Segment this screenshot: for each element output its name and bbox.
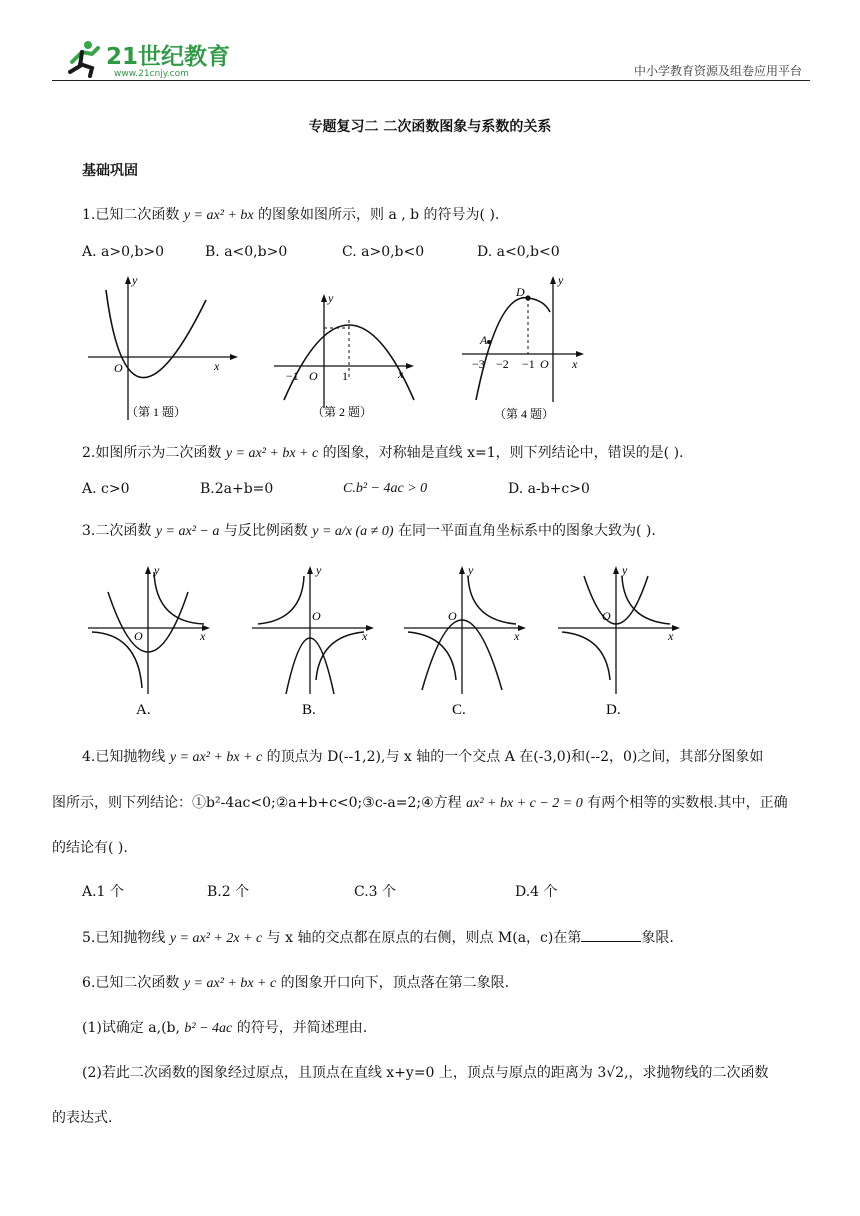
figure-1	[80, 270, 240, 430]
question-6: 6.已知二次函数 y = ax² + bx + c 的图象开口向下，顶点落在第二象限.	[82, 975, 510, 991]
svg-text:x: x	[200, 629, 206, 643]
q2-option-c: C.b² − 4ac > 0	[343, 481, 428, 496]
answer-blank[interactable]	[581, 929, 641, 942]
svg-text:−1: −1	[522, 357, 535, 371]
svg-text:O: O	[540, 357, 549, 371]
header-divider	[52, 80, 810, 81]
svg-text:1: 1	[342, 369, 348, 383]
q1-option-c: C. a>0,b<0	[342, 244, 425, 260]
svg-text:C.: C.	[452, 702, 466, 718]
question-4-line-1: 4.已知抛物线 y = ax² + bx + c 的顶点为 D(--1,2),与 x 轴的一个交点 A 在(-3,0)和(--2，0)之间，其部分图象如	[82, 749, 764, 765]
svg-text:y: y	[154, 563, 160, 577]
svg-text:B.: B.	[302, 702, 316, 718]
svg-text:y: y	[132, 273, 138, 287]
question-1: 1.已知二次函数 y = ax² + bx 的图象如图所示，则 a , b 的符号为( ).	[82, 207, 500, 223]
q2-option-b: B.2a+b=0	[200, 481, 274, 497]
svg-text:x: x	[398, 367, 404, 381]
question-3: 3.二次函数 y = ax² − a 与反比例函数 y = a/x (a ≠ 0) 在同一平面直角坐标系中的图象大致为( ).	[82, 523, 656, 539]
q4-option-b: B.2 个	[207, 884, 250, 900]
svg-text:D.: D.	[606, 702, 621, 718]
page-title: 专题复习二 二次函数图象与系数的关系	[308, 119, 552, 135]
svg-text:x: x	[514, 629, 520, 643]
q3-graph-b	[250, 562, 380, 722]
q1-option-d: D. a<0,b<0	[477, 244, 560, 260]
svg-text:y: y	[558, 273, 564, 287]
svg-text:x: x	[572, 357, 578, 371]
q4-option-d: D.4 个	[515, 884, 558, 900]
q1-option-b: B. a<0,b>0	[205, 244, 288, 260]
q4-option-c: C.3 个	[354, 884, 397, 900]
svg-text:D: D	[516, 285, 525, 299]
question-2: 2.如图所示为二次函数 y = ax² + bx + c 的图象，对称轴是直线 x=1，则下列结论中，错误的是( ).	[82, 445, 684, 461]
svg-text:21世纪教育: 21世纪教育	[106, 44, 231, 70]
svg-text:O: O	[114, 361, 123, 375]
question-5: 5.已知抛物线 y = ax² + 2x + c 与 x 轴的交点都在原点的右侧，则点 M(a，c)在第 象限.	[82, 930, 674, 946]
platform-name: 中小学教育资源及组卷应用平台	[633, 64, 802, 78]
section-heading: 基础巩固	[82, 163, 138, 179]
q2-formula: y = ax² + bx + c	[225, 446, 319, 461]
q4-option-a: A.1 个	[82, 884, 124, 900]
q3-graph-d	[556, 562, 686, 722]
svg-text:−1: −1	[286, 369, 299, 383]
svg-text:y: y	[622, 563, 628, 577]
figure-2	[268, 290, 418, 430]
logo	[62, 38, 232, 78]
svg-text:O: O	[312, 609, 321, 623]
q1-formula: y = ax² + bx	[183, 208, 254, 223]
q2-option-d: D. a-b+c>0	[508, 481, 590, 497]
svg-text:y: y	[316, 563, 322, 577]
svg-text:−3: −3	[472, 357, 485, 371]
question-4-line-3: 的结论有( ).	[52, 840, 128, 856]
figure-4	[458, 272, 588, 430]
q2-option-a: A. c>0	[82, 481, 130, 497]
fig2-caption: （第 2 题）	[312, 405, 373, 419]
runner-icon	[62, 38, 232, 78]
fig4-caption: （第 4 题）	[494, 407, 555, 421]
svg-text:x: x	[214, 359, 220, 373]
svg-text:x: x	[668, 629, 674, 643]
svg-text:O: O	[134, 629, 143, 643]
svg-text:A.: A.	[136, 702, 151, 718]
q3-graph-c	[402, 562, 532, 722]
q3-graph-a	[86, 562, 216, 722]
fig1-caption: （第 1 题）	[126, 405, 187, 419]
question-4-line-2: 图所示，则下列结论：①b²-4ac<0;②a+b+c<0;③c-a=2;④方程 ax² + bx + c − 2 = 0 有两个相等的实数根.其中，正确	[52, 795, 788, 811]
svg-text:A: A	[480, 333, 488, 347]
question-6-part-1: (1)试确定 a,(b, b² − 4ac 的符号，并简述理由.	[82, 1020, 368, 1036]
svg-text:x: x	[362, 629, 368, 643]
svg-text:O: O	[309, 369, 318, 383]
svg-text:−2: −2	[496, 357, 509, 371]
svg-text:y: y	[328, 291, 334, 305]
question-6-part-2-line-1: (2)若此二次函数的图象经过原点，且顶点在直线 x+y=0 上，顶点与原点的距离为 3√2,，求抛物线的二次函数	[82, 1065, 769, 1081]
svg-text:y: y	[468, 563, 474, 577]
question-6-part-2-line-2: 的表达式.	[52, 1110, 113, 1126]
svg-text:O: O	[602, 609, 611, 623]
svg-text:www.21cnjy.com: www.21cnjy.com	[114, 69, 189, 78]
q1-option-a: A. a>0,b>0	[82, 244, 165, 260]
svg-text:O: O	[448, 609, 457, 623]
